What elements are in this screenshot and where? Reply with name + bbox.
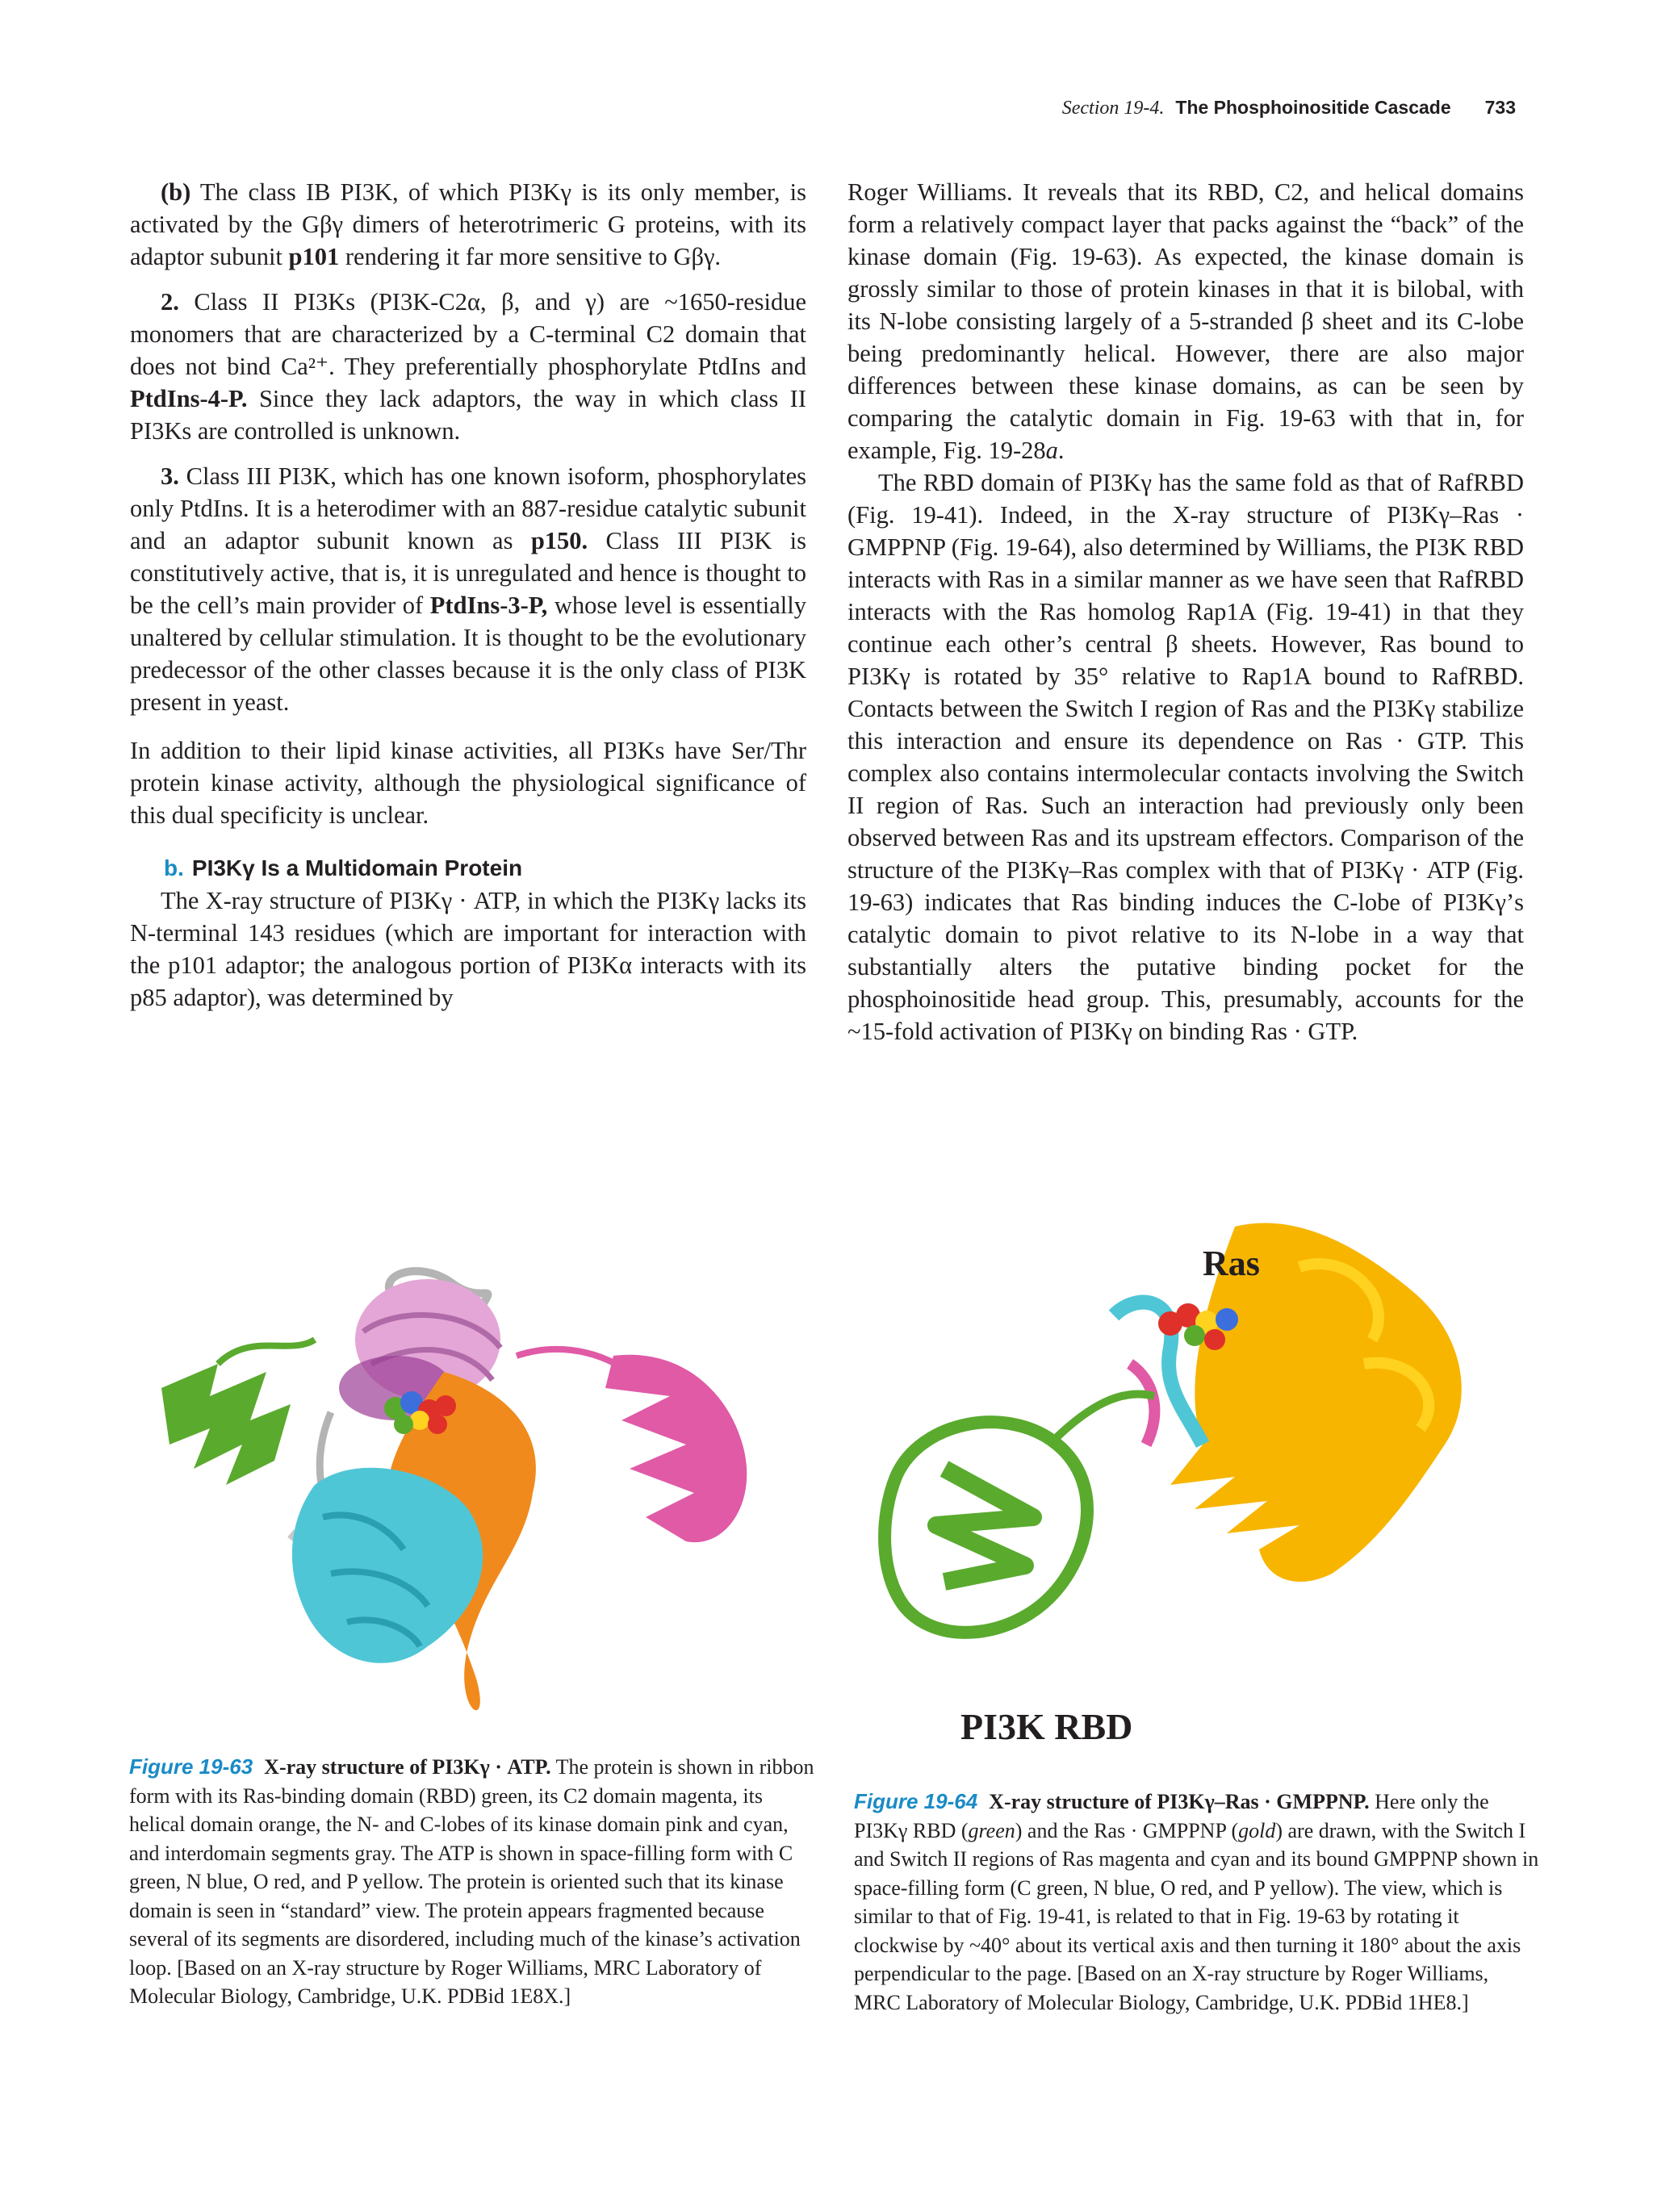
running-header: [1062, 97, 1516, 119]
term-ptdins-3-p: PtdIns-3-P,: [429, 592, 548, 619]
paragraph-williams: Roger Williams. It reveals that its RBD, C2, and helical domains form a relatively compact layer that packs against the “back” of the kinase domain (Fig. 19-63). As expected, the kinase domain is grossly similar to those of protein kinases in that it is bilobal, with its N-lobe consisting largely of a 5-stranded β sheet and its C-lobe being predominantly helical. However, there are also major differences between these kinase domains, as can be seen by comparing the catalytic domain in Fig. 19-63 with that in, for example, Fig. 19-28a.: [847, 178, 1524, 464]
switch-i-magenta: [1130, 1364, 1154, 1445]
atp-spacefill: [384, 1391, 456, 1434]
subsection-heading: [130, 852, 806, 884]
header-section: Section 19-4.: [1061, 98, 1165, 119]
subsection-label: b.: [164, 855, 184, 880]
term-p101: p101: [288, 243, 340, 270]
page-number: 733: [1484, 97, 1516, 118]
figure-19-63-image: [129, 1227, 815, 1751]
paragraph-class-ib: (b) The class IB PI3K, of which PI3Kγ is its only member, is activated by the Gβγ dimers of heterotrimeric G proteins, with its adaptor subunit p101 rendering it far more sensitive to Gβγ.: [130, 178, 806, 270]
figure-19-64-number: Figure 19-64: [854, 1789, 978, 1813]
paragraph-class-iii: 3. Class III PI3K, which has one known isoform, phosphorylates only PtdIns. It is a heterodimer with an 887-residue catalytic subunit and an adaptor subunit known as p150. Class III PI3K is constitutively active, that is, it is unregulated and hence is thought to be the cell’s main provider of PtdIns-3-P, whose level is essentially unaltered by cellular stimulation. It is thought to be the evolutionary predecessor of the other classes because it is the only class of PI3K present in yeast.: [130, 462, 806, 716]
figure-19-63-text: The protein is shown in ribbon form with its Ras-binding domain (RBD) green, its C2 domain magenta, its helical domain orange, the N- and C-lobes of its kinase domain pink and cyan, and interdomain segments gray. The ATP is shown in space-filling form with C green, N blue, O red, and P yellow. The protein is oriented such that its kinase domain is seen in “standard” view. The protein appears fragmented because several of its segments are disordered, including much of the kinase’s activation loop. [Based on an X-ray structure by Roger Williams, MRC Laboratory of Molecular Biology, Cambridge, U.K. PDBid 1E8X.]: [129, 1755, 814, 2008]
item-number-3: 3.: [161, 462, 179, 490]
figure-19-63-number: Figure 19-63: [129, 1754, 253, 1779]
label-ras: Ras: [1203, 1244, 1260, 1283]
c2-domain-magenta: [605, 1355, 747, 1542]
paragraph-lipid-kinase: In addition to their lipid kinase activities, all PI3Ks have Ser/Thr protein kinase activity, although the physiological significance of this dual specificity is unclear.: [130, 737, 806, 829]
paragraph-xray-structure: The X-ray structure of PI3Kγ · ATP, in which the PI3Kγ lacks its N-terminal 143 residues (which are important for interaction with the p101 adaptor; the analogous portion of PI3Kα interacts with its p85 adaptor), was determined by: [130, 887, 806, 1011]
figure-19-63-caption: [129, 1753, 815, 2011]
term-p150: p150.: [530, 527, 588, 554]
subsection-title: PI3Kγ Is a Multidomain Protein: [191, 855, 523, 880]
item-label-b: (b): [161, 178, 191, 206]
rbd-domain-green: [161, 1364, 291, 1485]
figure-19-63-title: X-ray structure of PI3Kγ · ATP.: [264, 1755, 551, 1779]
figure-19-64-title: X-ray structure of PI3Kγ–Ras · GMPPNP.: [989, 1790, 1370, 1813]
term-ptdins-4-p: PtdIns-4-P.: [130, 385, 248, 412]
header-title: The Phosphoinositide Cascade: [1175, 97, 1451, 118]
item-number-2: 2.: [161, 288, 179, 316]
left-column: [130, 176, 806, 1014]
figure-19-64-caption: Figure 19-64 X-ray structure of PI3Kγ–Ras · GMPPNP. Here only the PI3Kγ RBD (green) and the Ras · GMPPNP (gold) are drawn, with the Switch I and Switch II regions of Ras magenta and cyan and its bound GMPPNP shown in space-filling form (C green, N blue, O red, and P yellow). The view, which is similar to that of Fig. 19-41, is related to that in Fig. 19-63 by rotating it clockwise by ~40° about its vertical axis and then turning it 180° about the axis perpendicular to the page. [Based on an X-ray structure by Roger Williams, MRC Laboratory of Molecular Biology, Cambridge, U.K. PDBid 1HE8.]: [854, 1789, 1539, 2014]
paragraph-rbd-domain: The RBD domain of PI3Kγ has the same fold as that of RafRBD (Fig. 19-41). Indeed, in the X-ray structure of PI3Kγ–Ras · GMPPNP (Fig. 19-64), also determined by Williams, the PI3K RBD interacts with Ras in a similar manner as we have seen that RafRBD interacts with the Ras homolog Rap1A (Fig. 19-41) in that they continue each other’s central β sheets. However, Ras bound to PI3Kγ is rotated by 35° relative to Rap1A bound to RafRBD. Contacts between the Switch I region of Ras and the PI3Kγ stabilize this interaction and ensure its dependence on Ras · GTP. This complex also contains intermolecular contacts involving the Switch II region of Ras. Such an interaction had previously only been observed between Ras and its upstream effectors. Comparison of the structure of the PI3Kγ–Ras complex with that of PI3Kγ · ATP (Fig. 19-63) indicates that Ras binding induces the C-lobe of PI3Kγ’s catalytic domain to pivot relative to its N-lobe in a way that substantially alters the putative binding pocket for the phosphoinositide head group. This, presumably, accounts for the ~15-fold activation of PI3Kγ on binding Ras · GTP.: [847, 469, 1524, 1045]
kinase-c-lobe-cyan: [292, 1468, 483, 1663]
paragraph-class-ii: 2. Class II PI3Ks (PI3K-C2α, β, and γ) are ~1650-residue monomers that are characterized by a C-terminal C2 domain that does not bind Ca²⁺. They preferentially phosphorylate PtdIns and PtdIns-4-P. Since they lack adaptors, the way in which class II PI3Ks are controlled is unknown.: [130, 288, 806, 445]
right-column: [847, 176, 1524, 1047]
figure-19-64-image: [847, 1202, 1542, 1759]
label-pi3k-rbd: PI3K RBD: [960, 1706, 1133, 1747]
